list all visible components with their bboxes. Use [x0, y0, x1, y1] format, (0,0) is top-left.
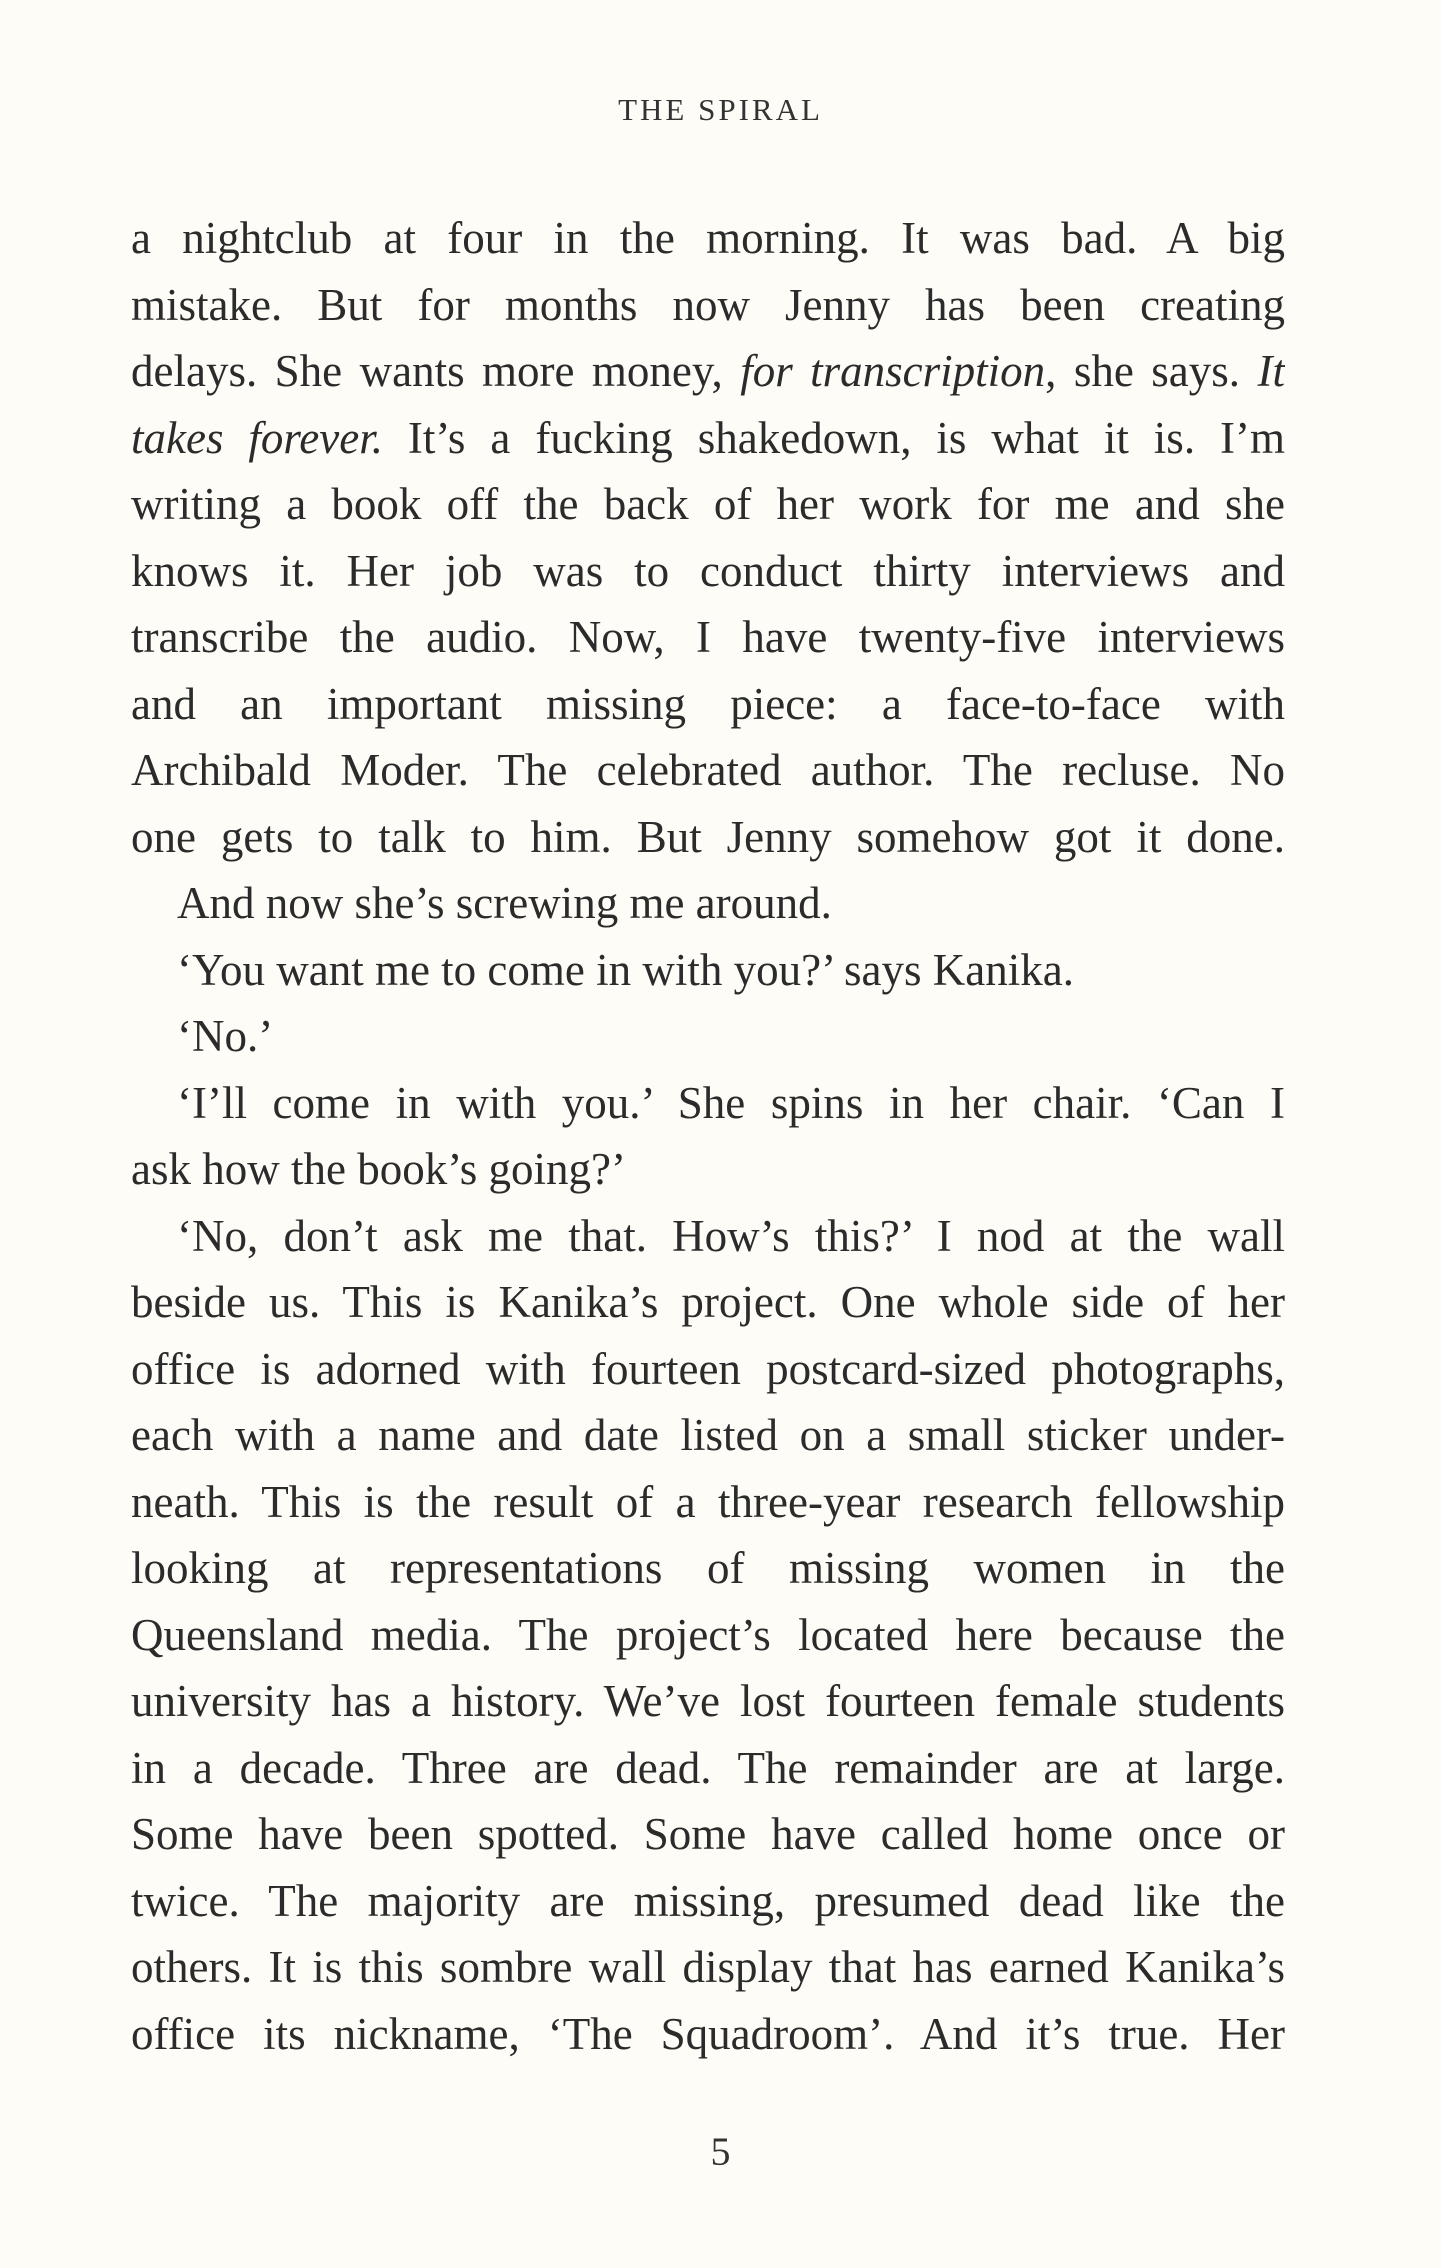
text-segment: writing a book off the back of her work for me and she — [131, 479, 1285, 529]
text-segment: And now she’s screwing me around. — [177, 878, 832, 928]
text-segment: , she says. — [1045, 346, 1258, 396]
italic-text: It — [1257, 346, 1285, 396]
text-segment: neath. This is the result of a three-year research fellowship — [131, 1476, 1285, 1527]
text-segment: knows it. Her job was to conduct thirty interviews and — [131, 545, 1285, 596]
text-segment: transcribe the audio. Now, I have twenty-five interviews — [131, 612, 1285, 662]
page-number: 5 — [710, 2129, 731, 2174]
text-line — [131, 2001, 1285, 2068]
text-segment: in a decade. Three are dead. The remainder are at large. — [131, 1742, 1285, 1793]
text-line — [131, 604, 1285, 671]
text-segment: mistake. But for months now Jenny has been creating — [131, 279, 1285, 330]
italic-text: takes forever. — [131, 412, 383, 463]
text-line — [131, 272, 1285, 339]
text-line — [131, 1602, 1285, 1669]
text-segment: office is adorned with fourteen postcard-sized photographs, — [131, 1343, 1285, 1394]
text-segment: ‘I’ll come in with you.’ She spins in her chair. ‘Can I — [177, 1077, 1285, 1128]
text-segment: university has a history. We’ve lost fourteen female students — [131, 1676, 1285, 1726]
text-line — [131, 1735, 1285, 1802]
text-line — [131, 1469, 1285, 1536]
text-line — [131, 937, 1285, 1004]
text-segment: and an important missing piece: a face-to-face with — [131, 678, 1285, 729]
text-segment: beside us. This is Kanika’s project. One whole side of her — [131, 1277, 1285, 1327]
text-line — [131, 1402, 1285, 1469]
text-segment: office its nickname, ‘The Squadroom’. And it’s true. Her — [131, 2008, 1285, 2059]
text-line — [131, 471, 1285, 538]
body-text — [131, 205, 1285, 2067]
text-segment: ‘No, don’t ask me that. How’s this?’ I nod at the wall — [177, 1210, 1285, 1261]
text-segment: delays. She wants more money, — [131, 346, 741, 396]
text-segment: ‘No.’ — [177, 1011, 274, 1061]
text-line — [131, 538, 1285, 605]
text-segment: It’s a fucking shakedown, is what it is. I’m — [382, 412, 1285, 463]
text-segment: one gets to talk to him. But Jenny somehow got it done. — [131, 811, 1285, 862]
italic-text: for transcription — [740, 346, 1046, 396]
text-line — [131, 1269, 1285, 1336]
text-line — [131, 1203, 1285, 1270]
text-line — [131, 1003, 1285, 1070]
text-segment: ask how the book’s going?’ — [131, 1144, 626, 1194]
text-segment: twice. The majority are missing, presumed dead like the — [131, 1875, 1285, 1926]
text-line — [131, 1934, 1285, 2001]
text-line — [131, 1336, 1285, 1403]
running-head: THE SPIRAL — [618, 92, 823, 127]
text-line — [131, 671, 1285, 738]
text-line — [131, 1535, 1285, 1602]
text-line — [131, 1801, 1285, 1868]
text-line — [131, 1136, 1285, 1203]
text-segment: each with a name and date listed on a small sticker under- — [131, 1410, 1285, 1460]
text-segment: ‘You want me to come in with you?’ says Kanika. — [177, 944, 1074, 995]
text-segment: others. It is this sombre wall display that has earned Kanika’s — [131, 1942, 1285, 1992]
text-line — [131, 804, 1285, 871]
text-line — [131, 1668, 1285, 1735]
text-line — [131, 205, 1285, 272]
text-line — [131, 1070, 1285, 1137]
text-segment: a nightclub at four in the morning. It was bad. A big — [131, 213, 1285, 263]
text-line — [131, 1868, 1285, 1935]
text-line — [131, 737, 1285, 804]
text-segment: Archibald Moder. The celebrated author. The recluse. No — [131, 745, 1285, 795]
text-segment: looking at representations of missing women in the — [131, 1543, 1285, 1593]
text-line — [131, 405, 1285, 472]
text-line — [131, 870, 1285, 937]
text-segment: Queensland media. The project’s located here because the — [131, 1609, 1285, 1660]
text-line — [131, 338, 1285, 405]
text-segment: Some have been spotted. Some have called home once or — [131, 1809, 1285, 1859]
